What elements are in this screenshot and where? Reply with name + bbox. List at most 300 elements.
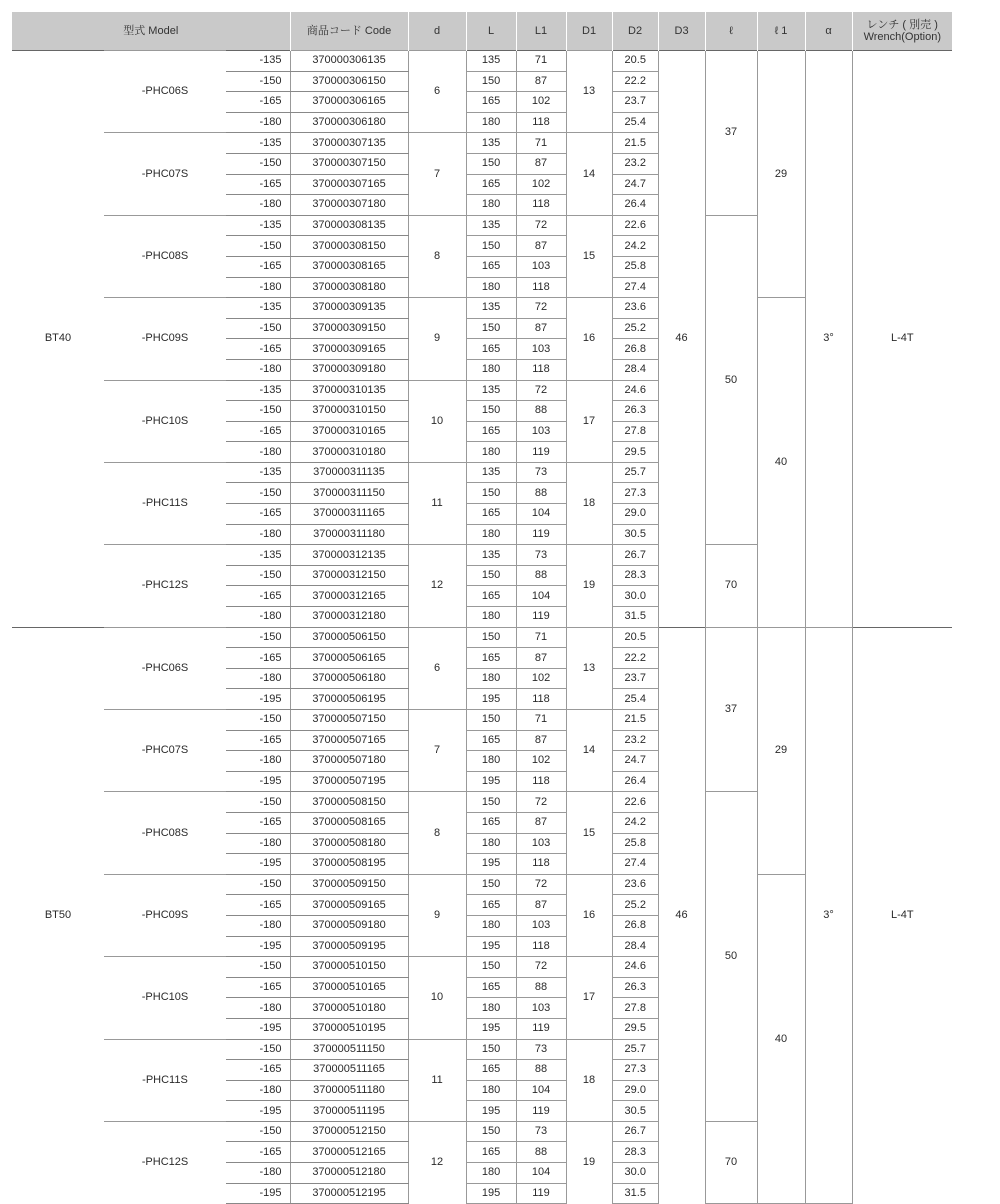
L1-cell: 88 — [516, 565, 566, 586]
L-cell: 195 — [466, 854, 516, 875]
D1-cell: 17 — [566, 380, 612, 462]
L1-cell: 72 — [516, 298, 566, 319]
D2-cell: 27.4 — [612, 277, 658, 298]
code-cell: 370000510150 — [290, 957, 408, 978]
code-cell: 370000309135 — [290, 298, 408, 319]
size-cell: -135 — [226, 215, 290, 236]
D2-cell: 25.8 — [612, 256, 658, 277]
len1-cell: 29 — [757, 51, 805, 298]
L-cell: 195 — [466, 1018, 516, 1039]
size-cell: -180 — [226, 915, 290, 936]
code-cell: 370000312165 — [290, 586, 408, 607]
L-cell: 195 — [466, 689, 516, 710]
L1-cell: 104 — [516, 1080, 566, 1101]
L1-cell: 103 — [516, 915, 566, 936]
L1-cell: 118 — [516, 689, 566, 710]
L-cell: 180 — [466, 442, 516, 463]
code-cell: 370000307150 — [290, 153, 408, 174]
L-cell: 150 — [466, 318, 516, 339]
code-cell: 370000308165 — [290, 256, 408, 277]
code-cell: 370000308135 — [290, 215, 408, 236]
model-cell: -PHC12S — [104, 1121, 226, 1203]
D2-cell: 25.2 — [612, 318, 658, 339]
D2-cell: 24.7 — [612, 751, 658, 772]
D2-cell: 23.6 — [612, 874, 658, 895]
L1-cell: 87 — [516, 236, 566, 257]
L1-cell: 87 — [516, 318, 566, 339]
alpha-cell: 3° — [805, 627, 852, 1204]
D2-cell: 25.4 — [612, 689, 658, 710]
size-cell: -180 — [226, 668, 290, 689]
code-cell: 370000507195 — [290, 771, 408, 792]
header-len: ℓ — [705, 12, 757, 51]
D2-cell: 27.8 — [612, 421, 658, 442]
D2-cell: 23.7 — [612, 92, 658, 113]
d-cell: 12 — [408, 545, 466, 627]
L-cell: 180 — [466, 668, 516, 689]
size-cell: -150 — [226, 1039, 290, 1060]
size-cell: -150 — [226, 710, 290, 731]
len-cell: 50 — [705, 792, 757, 1122]
d-cell: 7 — [408, 710, 466, 792]
D2-cell: 26.8 — [612, 339, 658, 360]
table-row — [12, 627, 952, 648]
L1-cell: 72 — [516, 957, 566, 978]
D2-cell: 30.5 — [612, 524, 658, 545]
model-cell: -PHC09S — [104, 874, 226, 956]
size-cell: -165 — [226, 339, 290, 360]
D2-cell: 26.4 — [612, 195, 658, 216]
L-cell: 165 — [466, 812, 516, 833]
L1-cell: 104 — [516, 1163, 566, 1184]
size-cell: -150 — [226, 874, 290, 895]
alpha-cell: 3° — [805, 51, 852, 628]
size-cell: -195 — [226, 1101, 290, 1122]
D2-cell: 23.2 — [612, 730, 658, 751]
L-cell: 150 — [466, 874, 516, 895]
L1-cell: 87 — [516, 730, 566, 751]
table-header — [12, 12, 952, 51]
L-cell: 195 — [466, 771, 516, 792]
size-cell: -165 — [226, 812, 290, 833]
L-cell: 180 — [466, 998, 516, 1019]
L1-cell: 103 — [516, 998, 566, 1019]
code-cell: 370000512195 — [290, 1183, 408, 1204]
size-cell: -180 — [226, 112, 290, 133]
L-cell: 165 — [466, 504, 516, 525]
D2-cell: 21.5 — [612, 133, 658, 154]
code-cell: 370000508195 — [290, 854, 408, 875]
D2-cell: 22.6 — [612, 215, 658, 236]
d-cell: 7 — [408, 133, 466, 215]
code-cell: 370000506180 — [290, 668, 408, 689]
size-cell: -150 — [226, 627, 290, 648]
size-cell: -165 — [226, 504, 290, 525]
size-cell: -165 — [226, 1060, 290, 1081]
code-cell: 370000510180 — [290, 998, 408, 1019]
size-cell: -195 — [226, 1183, 290, 1204]
D1-cell: 18 — [566, 1039, 612, 1121]
size-cell: -180 — [226, 1080, 290, 1101]
wrench-cell: L-4T — [852, 51, 952, 628]
wrench-cell: L-4T — [852, 627, 952, 1204]
code-cell: 370000512150 — [290, 1121, 408, 1142]
code-cell: 370000506165 — [290, 648, 408, 669]
D2-cell: 22.2 — [612, 71, 658, 92]
L1-cell: 102 — [516, 92, 566, 113]
L1-cell: 104 — [516, 586, 566, 607]
D2-cell: 30.5 — [612, 1101, 658, 1122]
code-cell: 370000306135 — [290, 51, 408, 72]
D2-cell: 25.4 — [612, 112, 658, 133]
D2-cell: 26.8 — [612, 915, 658, 936]
D1-cell: 17 — [566, 957, 612, 1039]
L-cell: 180 — [466, 195, 516, 216]
size-cell: -150 — [226, 153, 290, 174]
header-L1: L1 — [516, 12, 566, 51]
L-cell: 165 — [466, 1060, 516, 1081]
L-cell: 150 — [466, 957, 516, 978]
L1-cell: 102 — [516, 751, 566, 772]
size-cell: -135 — [226, 380, 290, 401]
D3-cell: 46 — [658, 51, 705, 628]
L1-cell: 71 — [516, 51, 566, 72]
D2-cell: 26.7 — [612, 1121, 658, 1142]
size-cell: -195 — [226, 771, 290, 792]
size-cell: -150 — [226, 483, 290, 504]
code-cell: 370000307165 — [290, 174, 408, 195]
D1-cell: 14 — [566, 710, 612, 792]
d-cell: 6 — [408, 627, 466, 709]
d-cell: 9 — [408, 874, 466, 956]
model-cell: -PHC08S — [104, 792, 226, 874]
D2-cell: 29.0 — [612, 1080, 658, 1101]
header-d: d — [408, 12, 466, 51]
D2-cell: 24.7 — [612, 174, 658, 195]
L-cell: 135 — [466, 51, 516, 72]
L-cell: 195 — [466, 1183, 516, 1204]
L-cell: 180 — [466, 359, 516, 380]
size-cell: -150 — [226, 401, 290, 422]
L-cell: 135 — [466, 298, 516, 319]
d-cell: 9 — [408, 298, 466, 380]
size-cell: -195 — [226, 854, 290, 875]
L-cell: 150 — [466, 627, 516, 648]
L-cell: 135 — [466, 133, 516, 154]
header-wrench-en: Wrench(Option) — [863, 31, 941, 43]
L1-cell: 72 — [516, 380, 566, 401]
L-cell: 165 — [466, 92, 516, 113]
D2-cell: 25.8 — [612, 833, 658, 854]
len-cell: 70 — [705, 545, 757, 627]
size-cell: -195 — [226, 689, 290, 710]
size-cell: -135 — [226, 545, 290, 566]
L1-cell: 87 — [516, 895, 566, 916]
L-cell: 180 — [466, 607, 516, 628]
code-cell: 370000512180 — [290, 1163, 408, 1184]
L-cell: 180 — [466, 277, 516, 298]
D2-cell: 20.5 — [612, 627, 658, 648]
model-cell: -PHC11S — [104, 1039, 226, 1121]
len1-cell: 29 — [757, 627, 805, 874]
code-cell: 370000310135 — [290, 380, 408, 401]
size-cell: -150 — [226, 318, 290, 339]
size-cell: -180 — [226, 607, 290, 628]
size-cell: -165 — [226, 895, 290, 916]
D2-cell: 28.3 — [612, 1142, 658, 1163]
L-cell: 150 — [466, 1039, 516, 1060]
L-cell: 180 — [466, 1163, 516, 1184]
code-cell: 370000311180 — [290, 524, 408, 545]
L-cell: 165 — [466, 421, 516, 442]
size-cell: -180 — [226, 195, 290, 216]
header-code: 商品コード Code — [290, 12, 408, 51]
D2-cell: 27.3 — [612, 483, 658, 504]
code-cell: 370000511195 — [290, 1101, 408, 1122]
L1-cell: 72 — [516, 215, 566, 236]
size-cell: -180 — [226, 998, 290, 1019]
L-cell: 195 — [466, 1101, 516, 1122]
code-cell: 370000309180 — [290, 359, 408, 380]
code-cell: 370000310180 — [290, 442, 408, 463]
D1-cell: 16 — [566, 874, 612, 956]
code-cell: 370000507180 — [290, 751, 408, 772]
code-cell: 370000309150 — [290, 318, 408, 339]
size-cell: -135 — [226, 51, 290, 72]
D2-cell: 20.5 — [612, 51, 658, 72]
model-cell: -PHC07S — [104, 710, 226, 792]
L1-cell: 118 — [516, 936, 566, 957]
size-cell: -165 — [226, 174, 290, 195]
spec-table — [12, 12, 952, 1204]
code-cell: 370000509195 — [290, 936, 408, 957]
size-cell: -180 — [226, 833, 290, 854]
L1-cell: 118 — [516, 771, 566, 792]
L1-cell: 103 — [516, 339, 566, 360]
code-cell: 370000311165 — [290, 504, 408, 525]
D2-cell: 28.4 — [612, 359, 658, 380]
D2-cell: 25.2 — [612, 895, 658, 916]
L-cell: 150 — [466, 565, 516, 586]
D2-cell: 23.7 — [612, 668, 658, 689]
D2-cell: 23.6 — [612, 298, 658, 319]
d-cell: 8 — [408, 215, 466, 297]
L1-cell: 73 — [516, 545, 566, 566]
L1-cell: 119 — [516, 524, 566, 545]
code-cell: 370000506195 — [290, 689, 408, 710]
d-cell: 8 — [408, 792, 466, 874]
L-cell: 180 — [466, 833, 516, 854]
code-cell: 370000511150 — [290, 1039, 408, 1060]
code-cell: 370000510195 — [290, 1018, 408, 1039]
L-cell: 180 — [466, 915, 516, 936]
L1-cell: 118 — [516, 277, 566, 298]
L-cell: 165 — [466, 339, 516, 360]
header-L: L — [466, 12, 516, 51]
size-cell: -180 — [226, 277, 290, 298]
L-cell: 180 — [466, 751, 516, 772]
size-cell: -135 — [226, 298, 290, 319]
size-cell: -165 — [226, 421, 290, 442]
code-cell: 370000509150 — [290, 874, 408, 895]
L-cell: 195 — [466, 936, 516, 957]
code-cell: 370000509165 — [290, 895, 408, 916]
code-cell: 370000511165 — [290, 1060, 408, 1081]
len-cell: 50 — [705, 215, 757, 545]
size-cell: -150 — [226, 236, 290, 257]
model-cell: -PHC10S — [104, 957, 226, 1039]
code-cell: 370000310150 — [290, 401, 408, 422]
D2-cell: 28.3 — [612, 565, 658, 586]
model-cell: -PHC12S — [104, 545, 226, 627]
code-cell: 370000510165 — [290, 977, 408, 998]
D2-cell: 24.6 — [612, 380, 658, 401]
size-cell: -165 — [226, 586, 290, 607]
header-wrench — [852, 12, 952, 51]
L-cell: 165 — [466, 1142, 516, 1163]
table-row — [12, 51, 952, 72]
L-cell: 150 — [466, 1121, 516, 1142]
D2-cell: 21.5 — [612, 710, 658, 731]
size-cell: -165 — [226, 648, 290, 669]
d-cell: 6 — [408, 51, 466, 133]
D1-cell: 15 — [566, 215, 612, 297]
code-cell: 370000311150 — [290, 483, 408, 504]
size-cell: -150 — [226, 565, 290, 586]
L1-cell: 119 — [516, 607, 566, 628]
L-cell: 165 — [466, 895, 516, 916]
len1-cell: 40 — [757, 874, 805, 1204]
D3-cell: 46 — [658, 627, 705, 1204]
d-cell: 12 — [408, 1121, 466, 1203]
spec-sheet — [12, 12, 952, 1204]
model-cell: -PHC07S — [104, 133, 226, 215]
len1-cell: 40 — [757, 298, 805, 628]
size-cell: -165 — [226, 256, 290, 277]
L-cell: 150 — [466, 236, 516, 257]
d-cell: 10 — [408, 380, 466, 462]
D2-cell: 24.2 — [612, 812, 658, 833]
code-cell: 370000306180 — [290, 112, 408, 133]
table-body — [12, 51, 952, 1204]
L-cell: 135 — [466, 545, 516, 566]
header-D3: D3 — [658, 12, 705, 51]
code-cell: 370000508180 — [290, 833, 408, 854]
model-cell: -PHC11S — [104, 462, 226, 544]
size-cell: -180 — [226, 1163, 290, 1184]
D1-cell: 13 — [566, 51, 612, 133]
L-cell: 135 — [466, 462, 516, 483]
L1-cell: 103 — [516, 421, 566, 442]
code-cell: 370000306165 — [290, 92, 408, 113]
header-wrench-jp: レンチ ( 別売 ) — [866, 19, 938, 31]
L-cell: 165 — [466, 648, 516, 669]
d-cell: 10 — [408, 957, 466, 1039]
size-cell: -135 — [226, 462, 290, 483]
L-cell: 180 — [466, 524, 516, 545]
D2-cell: 26.3 — [612, 401, 658, 422]
L-cell: 135 — [466, 215, 516, 236]
L1-cell: 73 — [516, 462, 566, 483]
L-cell: 165 — [466, 586, 516, 607]
D1-cell: 14 — [566, 133, 612, 215]
L1-cell: 88 — [516, 1142, 566, 1163]
L-cell: 150 — [466, 792, 516, 813]
L-cell: 150 — [466, 71, 516, 92]
model-cell: -PHC08S — [104, 215, 226, 297]
code-cell: 370000310165 — [290, 421, 408, 442]
header-D2: D2 — [612, 12, 658, 51]
code-cell: 370000512165 — [290, 1142, 408, 1163]
size-cell: -180 — [226, 524, 290, 545]
L-cell: 150 — [466, 153, 516, 174]
D2-cell: 23.2 — [612, 153, 658, 174]
L1-cell: 71 — [516, 627, 566, 648]
L1-cell: 71 — [516, 133, 566, 154]
size-cell: -180 — [226, 442, 290, 463]
code-cell: 370000312180 — [290, 607, 408, 628]
L-cell: 150 — [466, 483, 516, 504]
D1-cell: 15 — [566, 792, 612, 874]
model-cell: -PHC09S — [104, 298, 226, 380]
L1-cell: 87 — [516, 153, 566, 174]
D1-cell: 16 — [566, 298, 612, 380]
size-cell: -150 — [226, 792, 290, 813]
d-cell: 11 — [408, 462, 466, 544]
L-cell: 135 — [466, 380, 516, 401]
L1-cell: 71 — [516, 710, 566, 731]
D2-cell: 22.6 — [612, 792, 658, 813]
code-cell: 370000506150 — [290, 627, 408, 648]
L1-cell: 72 — [516, 792, 566, 813]
len-cell: 37 — [705, 627, 757, 792]
D2-cell: 27.3 — [612, 1060, 658, 1081]
L1-cell: 88 — [516, 977, 566, 998]
L1-cell: 87 — [516, 71, 566, 92]
L1-cell: 119 — [516, 1101, 566, 1122]
L1-cell: 103 — [516, 256, 566, 277]
L1-cell: 88 — [516, 483, 566, 504]
L-cell: 165 — [466, 977, 516, 998]
L1-cell: 104 — [516, 504, 566, 525]
L1-cell: 88 — [516, 1060, 566, 1081]
L1-cell: 73 — [516, 1121, 566, 1142]
len-cell: 70 — [705, 1121, 757, 1203]
code-cell: 370000312135 — [290, 545, 408, 566]
code-cell: 370000508165 — [290, 812, 408, 833]
D2-cell: 30.0 — [612, 586, 658, 607]
header-len1: ℓ 1 — [757, 12, 805, 51]
code-cell: 370000307180 — [290, 195, 408, 216]
D2-cell: 26.3 — [612, 977, 658, 998]
code-cell: 370000312150 — [290, 565, 408, 586]
size-cell: -165 — [226, 730, 290, 751]
L1-cell: 102 — [516, 174, 566, 195]
size-cell: -180 — [226, 359, 290, 380]
D2-cell: 31.5 — [612, 1183, 658, 1204]
model-cell: -PHC06S — [104, 51, 226, 133]
L1-cell: 87 — [516, 648, 566, 669]
L1-cell: 87 — [516, 812, 566, 833]
code-cell: 370000306150 — [290, 71, 408, 92]
D2-cell: 27.4 — [612, 854, 658, 875]
header-model: 型式 Model — [12, 12, 290, 51]
D2-cell: 28.4 — [612, 936, 658, 957]
L1-cell: 72 — [516, 874, 566, 895]
code-cell: 370000509180 — [290, 915, 408, 936]
len-cell: 37 — [705, 51, 757, 216]
L-cell: 165 — [466, 730, 516, 751]
